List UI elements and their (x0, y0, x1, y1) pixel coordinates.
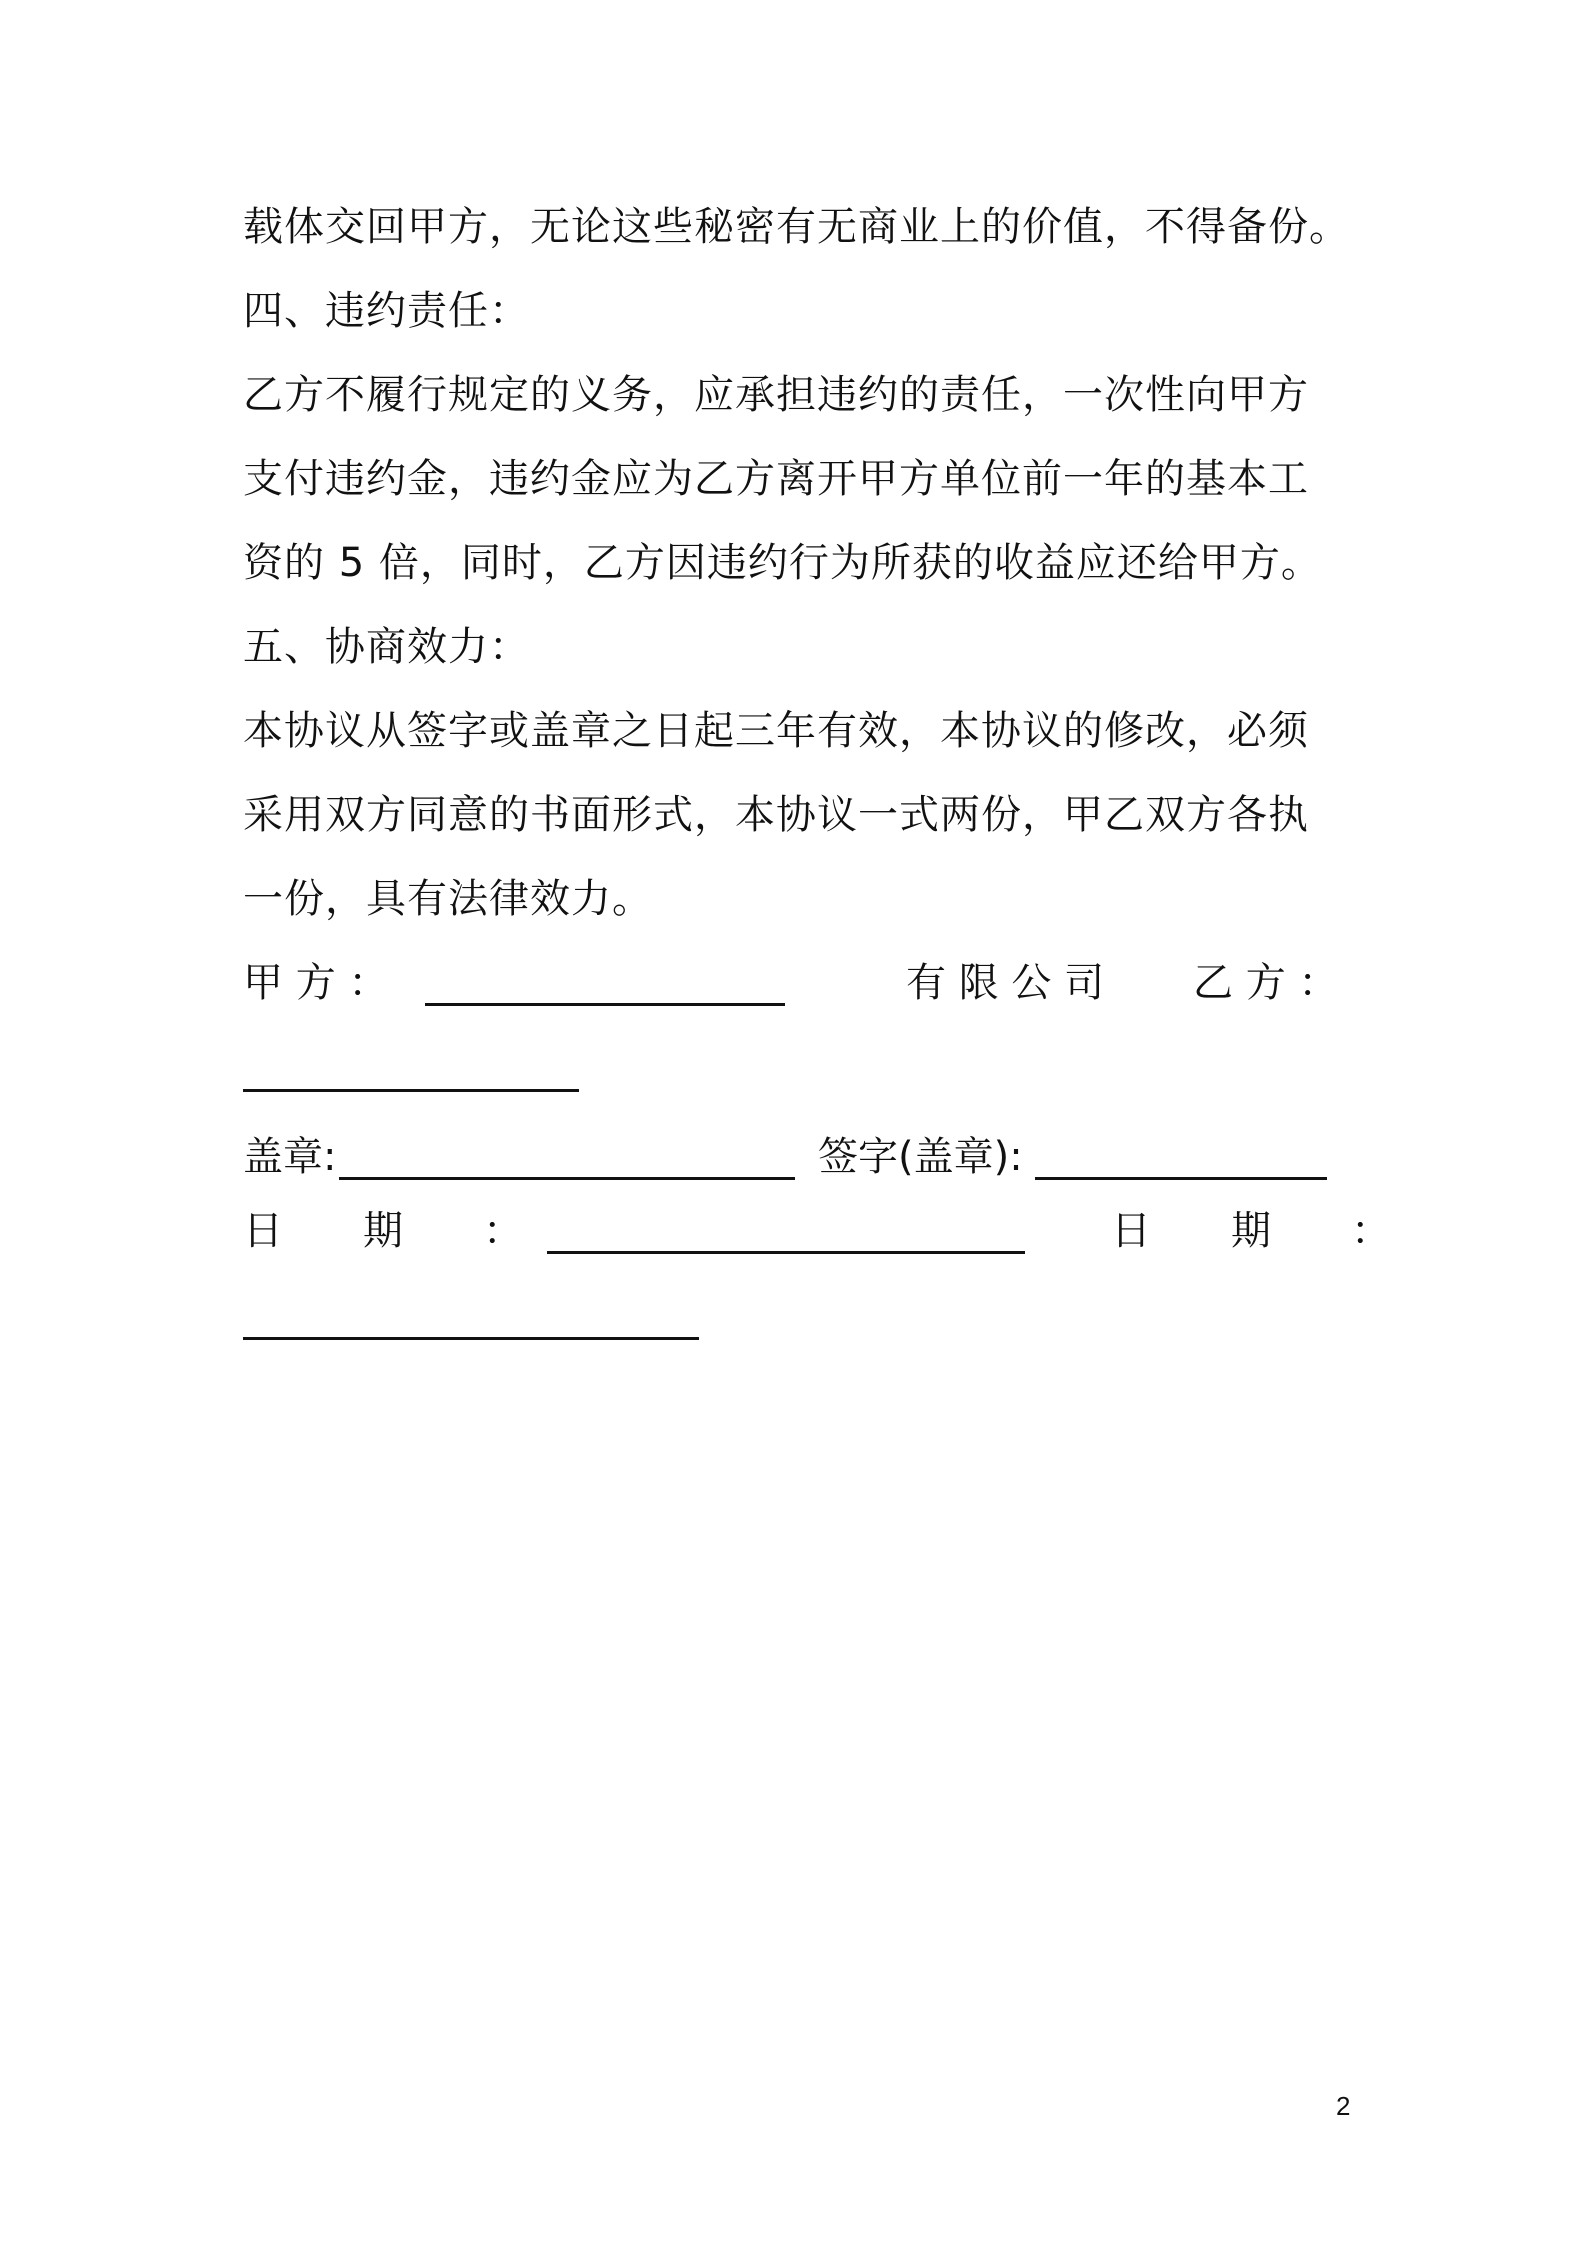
party-a-label: 甲 方 ： (243, 960, 389, 1006)
date-line-party-b (243, 1337, 699, 1340)
paragraph-line: 资的 5 倍，同时，乙方因违约行为所获的收益应还给甲方。 (243, 540, 1322, 586)
section-heading-breach-liability: 四、违约责任： (243, 288, 530, 334)
seal-row (243, 1129, 1353, 1185)
party-row (243, 955, 1353, 1011)
paragraph-line: 本协议从签字或盖章之日起三年有效，本协议的修改，必须 (243, 708, 1309, 754)
paragraph-line: 载体交回甲方，无论这些秘密有无商业上的价值，不得备份。 (243, 204, 1350, 250)
paragraph-line: 一份，具有法律效力。 (243, 876, 653, 922)
paragraph-line: 乙方不履行规定的义务，应承担违约的责任，一次性向甲方 (243, 372, 1309, 418)
party-a-signature-line (425, 1003, 785, 1006)
paragraph-line: 支付违约金，违约金应为乙方离开甲方单位前一年的基本工 (243, 456, 1309, 502)
date-label-party-a: 日 期 ： (243, 1208, 523, 1254)
date-row (243, 1203, 1391, 1259)
date-line-party-a (547, 1251, 1025, 1254)
party-b-label: 乙 方 ： (1193, 960, 1339, 1006)
sign-seal-label: 签字(盖章): (818, 1134, 1023, 1180)
sign-seal-line (1035, 1177, 1327, 1180)
page-number: 2 (1336, 2091, 1351, 2121)
section-heading-agreement-validity: 五、协商效力： (243, 624, 530, 670)
company-suffix-label: 有 限 公 司 (906, 960, 1105, 1006)
paragraph-line: 采用双方同意的书面形式，本协议一式两份，甲乙双方各执 (243, 792, 1309, 838)
seal-label: 盖章: (243, 1134, 337, 1180)
party-b-signature-line (243, 1089, 579, 1092)
seal-line (339, 1177, 795, 1180)
date-label-party-b: 日 期 ： (1111, 1208, 1391, 1254)
